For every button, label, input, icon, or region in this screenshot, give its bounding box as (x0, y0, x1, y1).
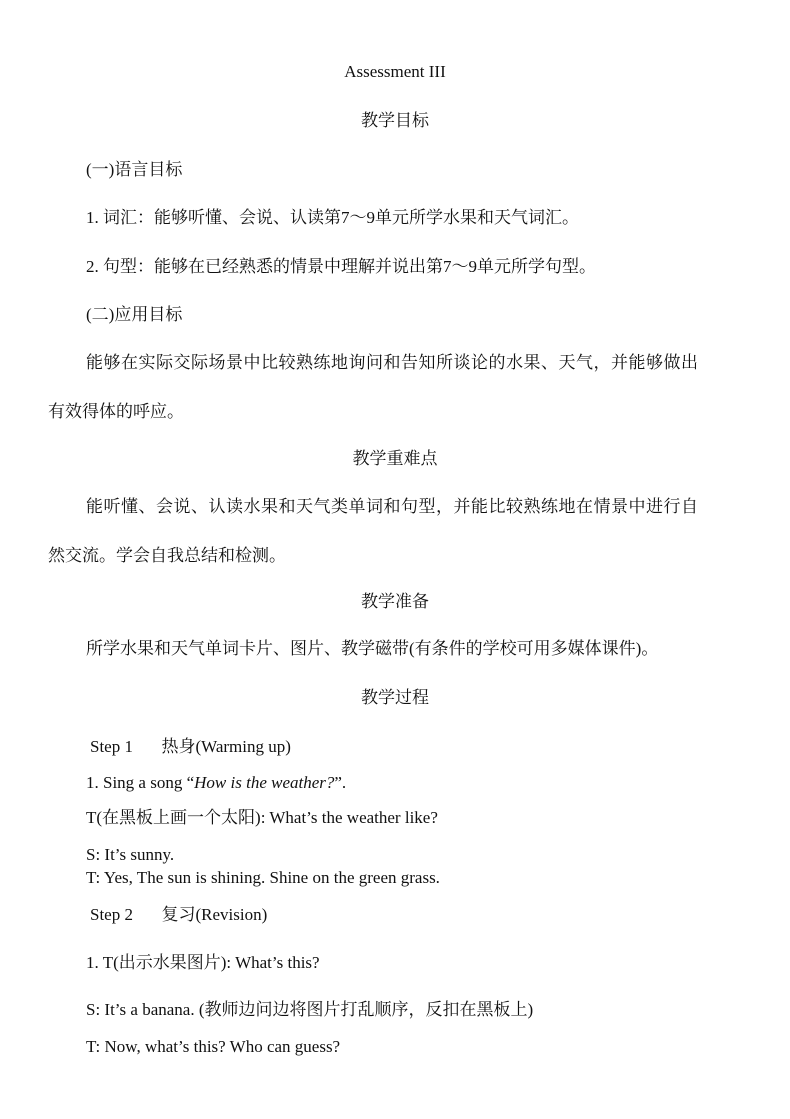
preparation-line: 所学水果和天气单词卡片、图片、教学磁带(有条件的学校可用多媒体课件)。 (86, 639, 659, 658)
sing-a-song-line (86, 773, 346, 793)
process-heading: 教学过程 (361, 688, 429, 707)
sentence-pattern-goal: 2. 句型：能够在已经熟悉的情景中理解并说出第7～9单元所学句型。 (86, 257, 596, 276)
teacher-fruit-question: 1. T(出示水果图片): What’s this? (86, 953, 320, 972)
step-2-label: Step 2 (90, 905, 133, 924)
sing-a-song-suffix: ”. (334, 773, 347, 792)
step-1 (90, 737, 291, 757)
step-2-text: 复习(Revision) (161, 905, 268, 924)
teacher-sun-shining: T: Yes, The sun is shining. Shine on the green grass. (86, 868, 440, 887)
teacher-weather-question: T(在黑板上画一个太阳): What’s the weather like? (86, 808, 438, 827)
application-goal-line-2: 有效得体的呼应。 (48, 402, 184, 421)
difficulties-line-1: 能听懂、会说、认读水果和天气类单词和句型，并能比较熟练地在情景中进行自 (86, 497, 699, 516)
language-goals-heading: (一)语言目标 (86, 160, 183, 179)
teacher-guess-question: T: Now, what’s this? Who can guess? (86, 1037, 341, 1056)
student-sunny-answer: S: It’s sunny. (86, 845, 175, 864)
teaching-goals-heading: 教学目标 (361, 111, 429, 130)
difficulties-heading: 教学重难点 (352, 449, 438, 468)
sing-a-song-prefix: 1. Sing a song “ (86, 773, 195, 792)
application-goal-line-1: 能够在实际交际场景中比较熟练地询问和告知所谈论的水果、天气，并能够做出 (86, 353, 699, 372)
student-banana-answer: S: It’s a banana. (教师边问边将图片打乱顺序，反扣在黑板上) (86, 1000, 534, 1019)
step-1-label: Step 1 (90, 737, 133, 756)
step-1-text: 热身(Warming up) (161, 737, 291, 756)
application-goals-heading: (二)应用目标 (86, 305, 183, 324)
difficulties-line-2: 然交流。学会自我总结和检测。 (48, 546, 286, 565)
step-2 (90, 905, 267, 925)
vocabulary-goal: 1. 词汇：能够听懂、会说、认读第7～9单元所学水果和天气词汇。 (86, 208, 579, 227)
document-title: Assessment III (344, 62, 446, 81)
preparation-heading: 教学准备 (361, 592, 429, 611)
song-title: How is the weather? (194, 773, 335, 792)
